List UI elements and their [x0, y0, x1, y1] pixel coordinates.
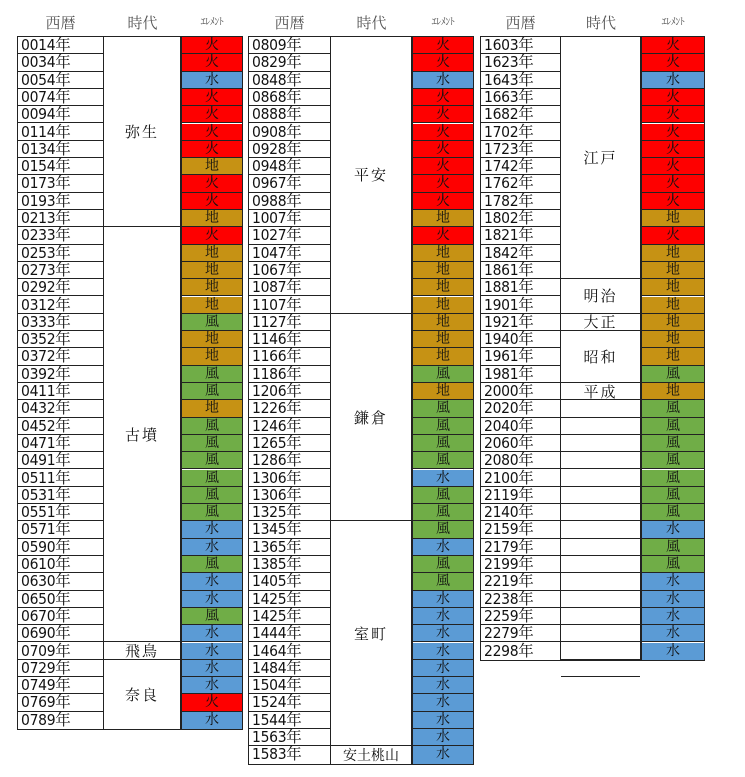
era-cell: 室町 [331, 521, 411, 746]
year-cell: 0650年 [18, 591, 103, 608]
element-cell: 水 [182, 712, 242, 729]
element-cell: 地 [413, 210, 473, 227]
element-cell: 地 [413, 314, 473, 331]
year-cell: 1881年 [481, 279, 560, 296]
element-cell: 風 [182, 608, 242, 625]
element-cell: 火 [182, 227, 242, 244]
element-cell: 地 [642, 331, 704, 348]
year-cell: 0551年 [18, 504, 103, 521]
element-cell: 火 [413, 37, 473, 54]
year-cell: 0769年 [18, 694, 103, 711]
element-cell: 水 [182, 72, 242, 89]
element-cell: 地 [182, 210, 242, 227]
year-header: 西暦 [274, 14, 305, 32]
year-cell: 0690年 [18, 625, 103, 642]
year-cell: 0392年 [18, 366, 103, 383]
year-cell: 1583年 [252, 745, 302, 764]
element-cell: 水 [413, 694, 473, 711]
element-cell: 水 [182, 521, 242, 538]
element-cell: 風 [642, 556, 704, 573]
year-cell: 1901年 [481, 297, 560, 314]
element-cell: 風 [413, 521, 473, 538]
era-cell [561, 400, 640, 417]
year-cell: 0253年 [18, 245, 103, 262]
year-cell: 1842年 [481, 245, 560, 262]
element-header: ｴﾚﾒﾝﾄ [661, 17, 685, 28]
year-cell: 0193年 [18, 193, 103, 210]
year-cell: 1961年 [481, 348, 560, 365]
year-cell: 2000年 [481, 383, 560, 400]
year-cell: 1544年 [249, 712, 330, 729]
element-cell: 地 [642, 210, 704, 227]
year-cell: 1484年 [249, 660, 330, 677]
year-cell: 1246年 [249, 418, 330, 435]
element-cell: 風 [642, 366, 704, 383]
element-cell: 地 [642, 297, 704, 314]
year-cell: 0948年 [249, 158, 330, 175]
element-cell: 火 [182, 89, 242, 106]
year-cell: 0511年 [18, 470, 103, 487]
year-cell: 1702年 [481, 124, 560, 141]
element-header: ｴﾚﾒﾝﾄ [431, 17, 455, 28]
element-cell: 風 [642, 452, 704, 469]
year-cell: 1425年 [249, 608, 330, 625]
element-cell: 火 [413, 54, 473, 71]
year-cell: 0848年 [249, 72, 330, 89]
year-cell: 0729年 [18, 660, 103, 677]
element-cell: 風 [182, 452, 242, 469]
year-cell: 0531年 [18, 487, 103, 504]
year-cell: 0809年 [249, 37, 330, 54]
year-cell: 1306年 [249, 470, 330, 487]
element-cell: 火 [642, 141, 704, 158]
year-cell: 1762年 [481, 175, 560, 192]
era-cell: 弥生 [104, 37, 180, 227]
element-cell: 水 [182, 591, 242, 608]
year-cell: 0312年 [18, 297, 103, 314]
element-cell: 地 [182, 331, 242, 348]
year-cell: 2080年 [481, 452, 560, 469]
year-cell: 2238年 [481, 591, 560, 608]
element-cell: 火 [413, 227, 473, 244]
year-cell: 2060年 [481, 435, 560, 452]
element-cell: 水 [413, 677, 473, 694]
year-cell: 1782年 [481, 193, 560, 210]
element-cell: 風 [413, 435, 473, 452]
era-cell [561, 418, 640, 435]
year-cell: 0352年 [18, 331, 103, 348]
element-cell: 火 [642, 54, 704, 71]
element-cell: 水 [642, 643, 704, 660]
element-cell: 風 [642, 504, 704, 521]
element-cell: 火 [413, 124, 473, 141]
element-cell: 火 [642, 106, 704, 123]
element-column [181, 36, 243, 730]
element-cell: 水 [182, 643, 242, 660]
year-cell: 1723年 [481, 141, 560, 158]
element-cell: 火 [642, 193, 704, 210]
element-cell: 風 [182, 383, 242, 400]
year-cell: 0908年 [249, 124, 330, 141]
element-cell: 水 [413, 608, 473, 625]
element-cell: 火 [182, 141, 242, 158]
element-cell: 地 [182, 400, 242, 417]
year-cell: 2100年 [481, 470, 560, 487]
year-header: 西暦 [505, 14, 536, 32]
element-cell: 地 [642, 348, 704, 365]
era-cell [561, 504, 640, 521]
year-cell: 1861年 [481, 262, 560, 279]
year-cell: 0868年 [249, 89, 330, 106]
year-cell: 2259年 [481, 608, 560, 625]
element-cell: 水 [413, 712, 473, 729]
year-cell: 0928年 [249, 141, 330, 158]
year-cell: 1981年 [481, 366, 560, 383]
element-cell: 風 [182, 556, 242, 573]
year-cell: 0333年 [18, 314, 103, 331]
year-cell: 1226年 [249, 400, 330, 417]
year-cell: 0789年 [21, 710, 71, 729]
element-cell: 地 [642, 383, 704, 400]
year-cell: 2119年 [481, 487, 560, 504]
year-cell: 2159年 [481, 521, 560, 538]
year-cell: 2040年 [481, 418, 560, 435]
year-cell: 1504年 [249, 677, 330, 694]
era-cell [561, 591, 640, 608]
year-cell: 1265年 [249, 435, 330, 452]
element-cell: 風 [413, 504, 473, 521]
element-cell: 風 [413, 366, 473, 383]
year-cell: 0610年 [18, 556, 103, 573]
element-cell: 水 [413, 660, 473, 677]
element-cell: 風 [413, 400, 473, 417]
element-cell: 火 [413, 193, 473, 210]
element-cell: 地 [413, 383, 473, 400]
year-cell: 1821年 [481, 227, 560, 244]
year-cell: 1563年 [249, 729, 330, 746]
element-cell: 水 [413, 625, 473, 642]
year-cell: 0173年 [18, 175, 103, 192]
era-cell: 平成 [561, 383, 640, 400]
year-cell: 0471年 [18, 435, 103, 452]
year-cell: 2199年 [481, 556, 560, 573]
element-cell: 風 [642, 539, 704, 556]
year-cell: 1524年 [249, 694, 330, 711]
element-cell: 火 [413, 158, 473, 175]
element-cell: 地 [182, 297, 242, 314]
year-cell: 2219年 [481, 573, 560, 590]
element-cell: 水 [642, 521, 704, 538]
element-cell: 火 [642, 175, 704, 192]
year-cell: 0134年 [18, 141, 103, 158]
year-cell: 0491年 [18, 452, 103, 469]
element-cell: 火 [642, 37, 704, 54]
era-cell: 鎌倉 [331, 314, 411, 522]
element-cell: 火 [413, 89, 473, 106]
element-cell: 水 [182, 539, 242, 556]
era-header: 時代 [585, 14, 616, 32]
element-cell: 風 [642, 435, 704, 452]
element-cell: 水 [642, 573, 704, 590]
element-cell: 風 [413, 487, 473, 504]
year-cell: 0292年 [18, 279, 103, 296]
element-cell: 水 [182, 660, 242, 677]
year-cell: 1682年 [481, 106, 560, 123]
year-cell: 0590年 [18, 539, 103, 556]
element-cell: 風 [182, 487, 242, 504]
element-cell: 風 [642, 418, 704, 435]
year-cell: 0034年 [18, 54, 103, 71]
era-cell: 飛鳥 [104, 643, 180, 660]
year-cell: 1146年 [249, 331, 330, 348]
element-cell: 水 [413, 591, 473, 608]
era-cell: 昭和 [561, 331, 640, 383]
element-cell: 風 [182, 504, 242, 521]
year-cell: 1286年 [249, 452, 330, 469]
element-cell: 風 [413, 452, 473, 469]
year-cell: 0749年 [18, 677, 103, 694]
year-cell: 1444年 [249, 625, 330, 642]
element-cell: 火 [182, 694, 242, 711]
element-cell: 風 [182, 314, 242, 331]
year-cell: 0630年 [18, 573, 103, 590]
element-cell: 風 [182, 366, 242, 383]
year-cell: 1127年 [249, 314, 330, 331]
element-cell: 風 [642, 400, 704, 417]
element-cell: 地 [413, 279, 473, 296]
element-cell: 水 [413, 746, 473, 763]
year-cell: 0709年 [18, 643, 103, 660]
era-cell [561, 573, 640, 590]
element-cell: 水 [642, 625, 704, 642]
year-cell: 1067年 [249, 262, 330, 279]
element-cell: 水 [413, 729, 473, 746]
element-cell: 風 [642, 470, 704, 487]
element-cell: 地 [182, 279, 242, 296]
element-cell: 地 [182, 245, 242, 262]
year-cell: 0432年 [18, 400, 103, 417]
element-cell: 水 [413, 470, 473, 487]
element-cell: 地 [182, 158, 242, 175]
year-cell: 0670年 [18, 608, 103, 625]
year-cell: 0967年 [249, 175, 330, 192]
element-cell: 地 [182, 348, 242, 365]
year-cell: 1107年 [249, 297, 330, 314]
era-cell: 平安 [331, 37, 411, 314]
year-cell: 1385年 [249, 556, 330, 573]
year-cell: 1663年 [481, 89, 560, 106]
era-cell [561, 452, 640, 469]
era-cell [561, 660, 640, 677]
year-header: 西暦 [45, 14, 76, 32]
element-cell: 水 [413, 72, 473, 89]
year-cell: 1206年 [249, 383, 330, 400]
year-cell: 1007年 [249, 210, 330, 227]
element-cell: 地 [642, 279, 704, 296]
element-cell: 地 [413, 262, 473, 279]
year-cell: 0988年 [249, 193, 330, 210]
element-cell: 地 [182, 262, 242, 279]
element-cell: 火 [413, 141, 473, 158]
element-header: ｴﾚﾒﾝﾄ [200, 17, 224, 28]
year-cell: 1623年 [481, 54, 560, 71]
year-cell: 0014年 [18, 37, 103, 54]
era-header: 時代 [356, 14, 387, 32]
year-cell: 1166年 [249, 348, 330, 365]
year-cell: 1940年 [481, 331, 560, 348]
era-cell [561, 487, 640, 504]
era-column [330, 36, 412, 765]
era-cell [561, 539, 640, 556]
year-cell: 1306年 [249, 487, 330, 504]
element-cell: 風 [642, 487, 704, 504]
year-cell: 2140年 [481, 504, 560, 521]
year-cell: 0888年 [249, 106, 330, 123]
year-cell: 1921年 [481, 314, 560, 331]
era-cell: 安土桃山 [343, 747, 399, 764]
element-cell: 水 [642, 608, 704, 625]
era-cell [561, 556, 640, 573]
era-cell: 明治 [561, 279, 640, 314]
element-cell: 火 [413, 106, 473, 123]
year-cell: 0411年 [18, 383, 103, 400]
year-cell: 1802年 [481, 210, 560, 227]
year-cell: 0829年 [249, 54, 330, 71]
year-cell: 0074年 [18, 89, 103, 106]
element-column [641, 36, 705, 661]
element-cell: 風 [182, 418, 242, 435]
year-cell: 0054年 [18, 72, 103, 89]
element-cell: 水 [182, 625, 242, 642]
era-header: 時代 [127, 14, 158, 32]
element-cell: 地 [642, 262, 704, 279]
element-cell: 風 [413, 573, 473, 590]
year-column [17, 36, 104, 730]
element-cell: 風 [413, 418, 473, 435]
element-cell: 風 [413, 556, 473, 573]
element-cell: 火 [182, 124, 242, 141]
element-cell: 火 [182, 54, 242, 71]
element-cell: 地 [413, 245, 473, 262]
element-cell: 水 [182, 573, 242, 590]
year-cell: 1186年 [249, 366, 330, 383]
year-cell: 0571年 [18, 521, 103, 538]
year-cell: 0094年 [18, 106, 103, 123]
year-cell: 0233年 [18, 227, 103, 244]
era-cell [561, 521, 640, 538]
year-cell: 1405年 [249, 573, 330, 590]
element-cell: 水 [642, 72, 704, 89]
element-cell: 火 [182, 106, 242, 123]
element-cell: 地 [413, 331, 473, 348]
year-cell: 2279年 [481, 625, 560, 642]
era-cell [561, 625, 640, 642]
era-cell: 奈良 [124, 685, 159, 704]
element-column [412, 36, 474, 765]
era-cell [561, 435, 640, 452]
era-cell: 江戸 [561, 37, 640, 279]
year-cell: 1464年 [249, 643, 330, 660]
year-cell: 1425年 [249, 591, 330, 608]
element-cell: 風 [182, 435, 242, 452]
element-cell: 水 [413, 539, 473, 556]
year-cell: 1603年 [481, 37, 560, 54]
element-cell: 火 [642, 227, 704, 244]
year-cell: 0372年 [18, 348, 103, 365]
era-cell [561, 643, 640, 660]
year-cell: 1087年 [249, 279, 330, 296]
era-cell [561, 608, 640, 625]
year-cell: 1047年 [249, 245, 330, 262]
element-cell: 火 [182, 175, 242, 192]
year-cell: 1027年 [249, 227, 330, 244]
element-cell: 火 [642, 124, 704, 141]
era-cell [561, 677, 640, 694]
year-cell: 0273年 [18, 262, 103, 279]
year-column [248, 36, 331, 765]
year-cell: 1643年 [481, 72, 560, 89]
year-cell: 2020年 [481, 400, 560, 417]
element-cell: 風 [182, 470, 242, 487]
element-cell: 地 [413, 297, 473, 314]
year-cell: 0114年 [18, 124, 103, 141]
year-cell: 0213年 [18, 210, 103, 227]
element-cell: 火 [642, 158, 704, 175]
era-cell [561, 470, 640, 487]
year-cell: 1325年 [249, 504, 330, 521]
element-cell: 火 [182, 37, 242, 54]
year-cell: 2179年 [481, 539, 560, 556]
year-cell: 0154年 [18, 158, 103, 175]
element-cell: 水 [413, 643, 473, 660]
year-cell: 1365年 [249, 539, 330, 556]
element-cell: 地 [642, 245, 704, 262]
year-cell: 0452年 [18, 418, 103, 435]
era-column [560, 36, 641, 661]
era-column [103, 36, 181, 730]
year-column [480, 36, 561, 661]
year-cell: 1742年 [481, 158, 560, 175]
year-cell: 2298年 [484, 641, 534, 660]
element-cell: 火 [642, 89, 704, 106]
era-cell: 古墳 [104, 227, 180, 642]
element-cell: 火 [182, 193, 242, 210]
element-cell: 水 [182, 677, 242, 694]
element-cell: 地 [413, 348, 473, 365]
era-cell: 大正 [561, 314, 640, 331]
year-cell: 1345年 [249, 521, 330, 538]
element-cell: 水 [642, 591, 704, 608]
element-cell: 地 [642, 314, 704, 331]
element-cell: 火 [413, 175, 473, 192]
